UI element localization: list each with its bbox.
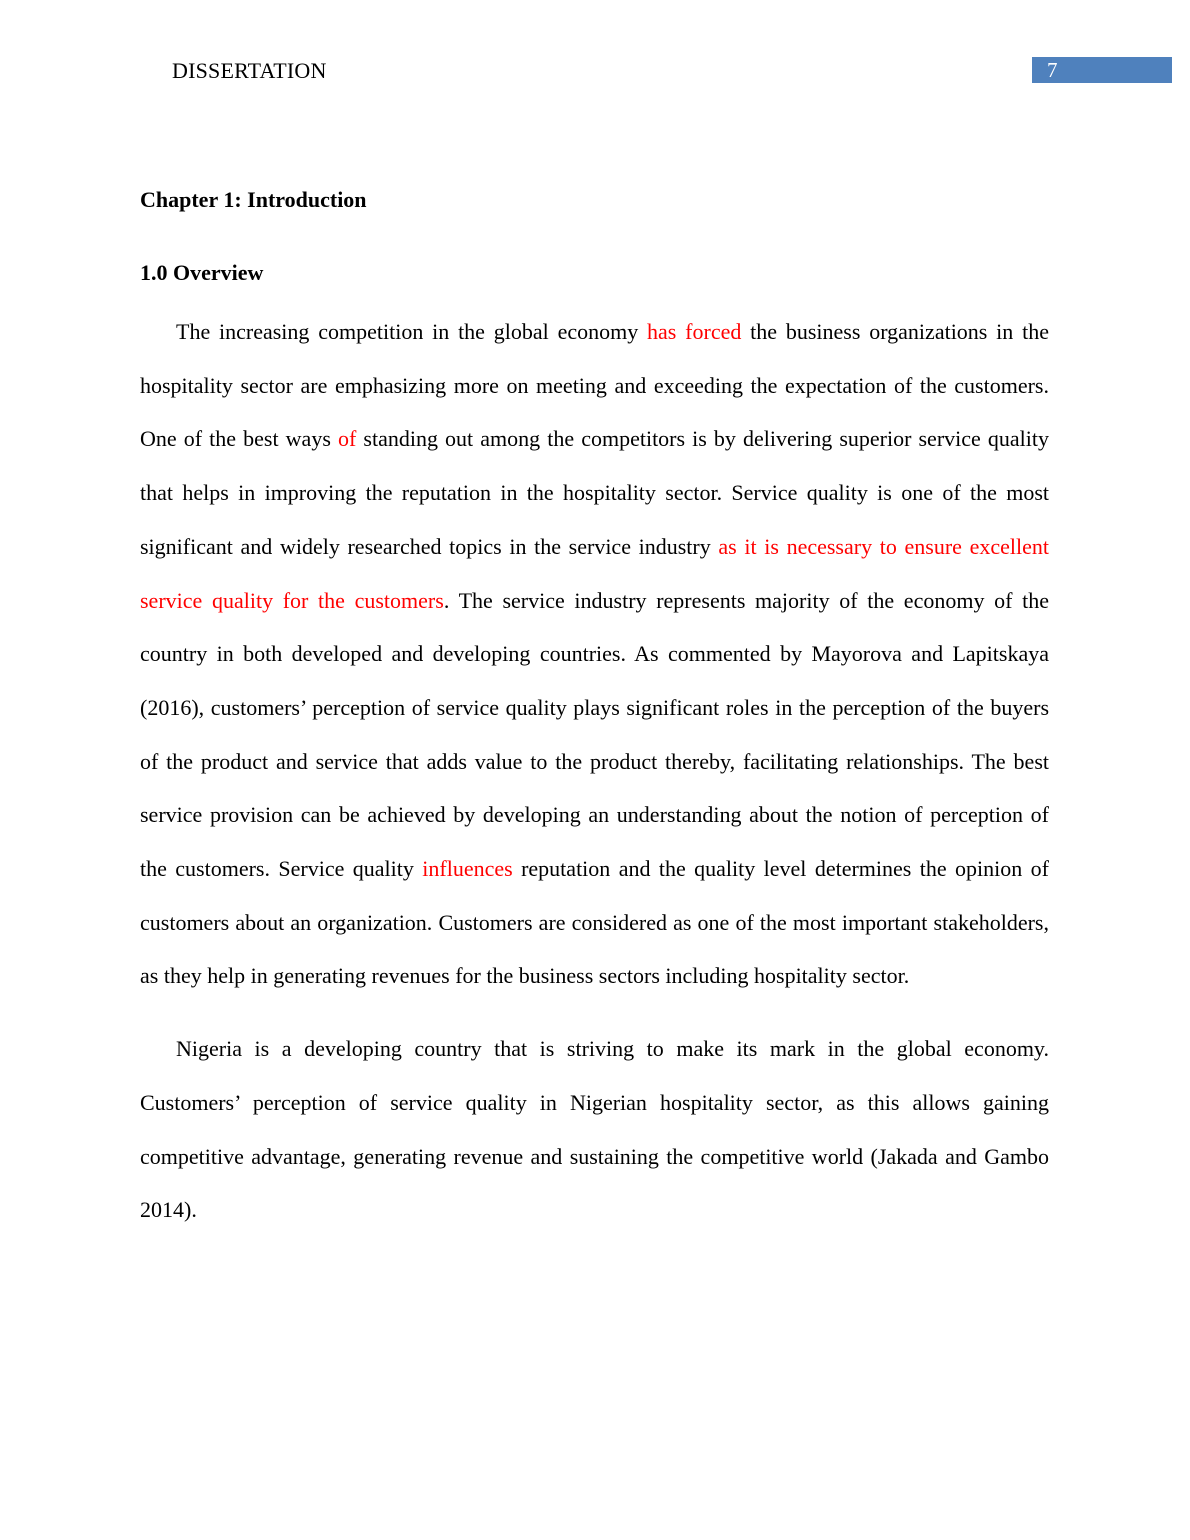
page-number: 7 <box>1047 58 1058 82</box>
paragraph-1-text-1: The increasing competition in the global economy <box>176 319 648 344</box>
page-number-box <box>1032 57 1172 83</box>
paragraph-1 <box>140 305 1049 1003</box>
paragraph-1-highlight-3: as it is necessary to ensure excellent service quality for the customers <box>140 533 1049 613</box>
paragraph-2: Nigeria is a developing country that is striving to make its mark in the global economy. Customers’ perception of service quality in Nigerian hospitality sector, as this allows gaining competitive advantage, generating revenue and sustaining the competitive world (Jakada and Gambo 2014). <box>140 1036 1049 1223</box>
running-head: DISSERTATION <box>172 58 327 83</box>
section-title: 1.0 Overview <box>140 260 264 285</box>
chapter-title: Chapter 1: Introduction <box>140 187 367 212</box>
paragraph-1-highlight-4: influences <box>422 856 513 882</box>
paragraph-1-highlight-1: has forced <box>647 319 742 344</box>
paragraph-1-text-5: reputation and the quality level determines the opinion of customers about an organization. Customers are considered as one of the most important stakeholders, as they help in generating revenues for the business sectors including hospitality sector. <box>140 856 1049 989</box>
paragraph-1-text-3: standing out among the competitors is by delivering superior service quality that helps in improving the reputation in the hospitality sector. Service quality is one of the most significant and widely researched topics in the service industry <box>140 426 1049 559</box>
paragraph-1-text-2: the business organizations in the hospitality sector are emphasizing more on meeting and exceeding the expectation of the customers. One of the best ways <box>140 319 1049 452</box>
paragraph-1-highlight-2: of <box>337 426 357 452</box>
paragraph-1-text-4: . The service industry represents majority of the economy of the country in both developed and developing countries. As commented by Mayorova and Lapitskaya (2016), customers’ perception of service quality plays significant roles in the perception of the buyers of the product and service that adds value to the product thereby, facilitating relationships. The best service provision can be achieved by developing an understanding about the notion of perception of the customers. Service quality <box>140 587 1049 882</box>
document-body <box>140 178 1049 1237</box>
